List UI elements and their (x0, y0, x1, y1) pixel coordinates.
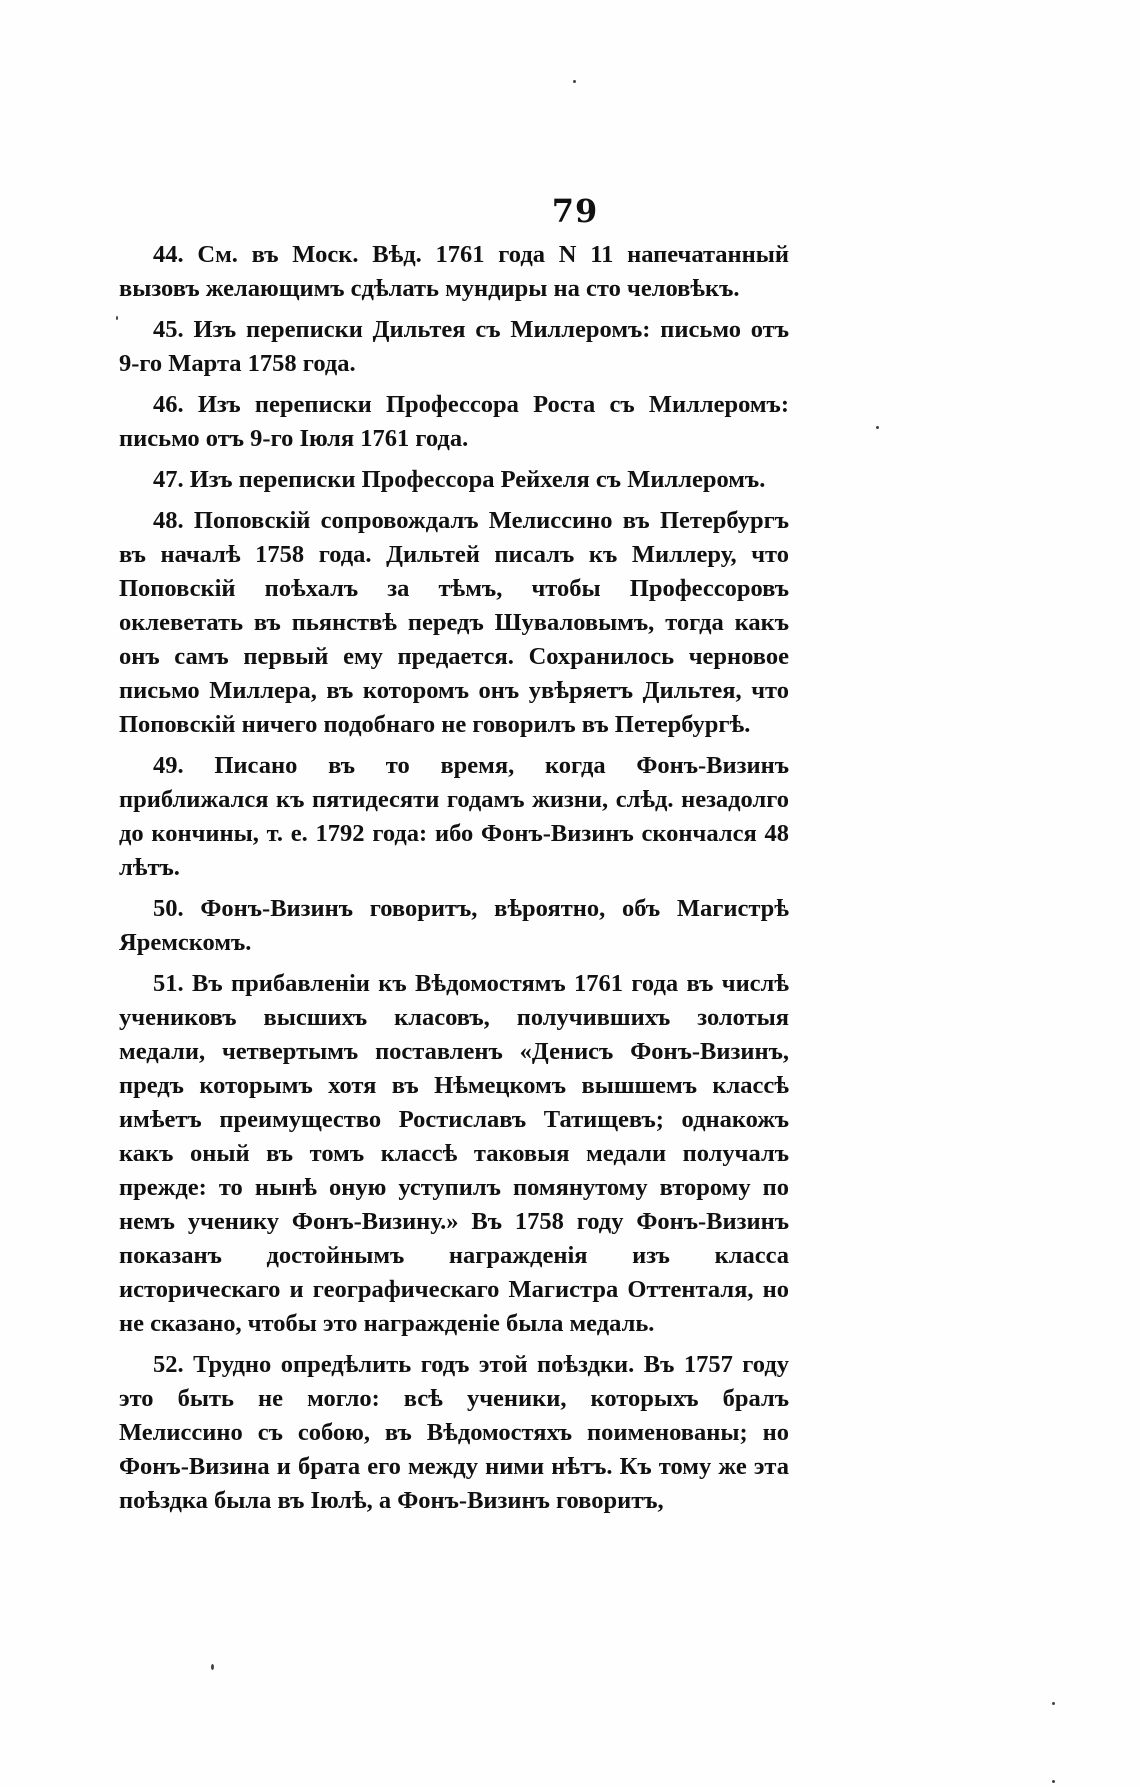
note-number: 44. (153, 241, 184, 268)
page-number: 79 (551, 192, 599, 230)
note-47 (119, 463, 789, 497)
note-number: 50. (153, 895, 184, 922)
note-text: Писано въ то время, когда Фонъ-Визинъ приближался къ пятидесяти годамъ жизни, слѣд. незадолго до кончины, т. е. 1792 года: ибо Фонъ-Визинъ скончался 48 лѣтъ. (119, 752, 790, 881)
scan-speck (1052, 1702, 1055, 1705)
note-number: 46. (153, 391, 184, 418)
note-text: См. въ Моск. Вѣд. 1761 года N 11 напечатанный вызовъ желающимъ сдѣлать мундиры на сто человѣкъ. (119, 241, 790, 302)
note-number: 47. (153, 466, 184, 493)
note-text: Поповскій сопровождалъ Мелиссино въ Петербургъ въ началѣ 1758 года. Дильтей писалъ къ Миллеру, что Поповскій поѣхалъ за тѣмъ, чтобы Профессоровъ оклеветать въ пьянствѣ передъ Шуваловымъ, тогда какъ онъ самъ первый ему предается. Сохранилось черновое письмо Миллера, въ которомъ онъ увѣряетъ Дильтея, что Поповскій ничего подобнаго не говорилъ въ Петербургѣ. (119, 507, 790, 738)
note-49 (119, 749, 789, 885)
note-48 (119, 504, 789, 742)
note-number: 45. (153, 316, 184, 343)
note-46 (119, 388, 789, 456)
note-44 (119, 238, 789, 306)
endnotes-list (119, 238, 789, 1525)
note-text: Въ прибавленіи къ Вѣдомостямъ 1761 года въ числѣ учениковъ высшихъ класовъ, получившихъ золотыя медали, четвертымъ поставленъ «Денисъ Фонъ-Визинъ, предъ которымъ хотя въ Нѣмецкомъ вышшемъ классѣ имѣетъ преимущество Ростиславъ Татищевъ; однакожъ какъ оный въ томъ классѣ таковыя медали получалъ прежде: то нынѣ оную уступилъ помянутому второму по немъ ученику Фонъ-Визину.» Въ 1758 году Фонъ-Визинъ показанъ достойнымъ награжденія изъ класса историческаго и географическаго Магистра Оттенталя, но не сказано, чтобы это награжденіе была медаль. (119, 970, 790, 1337)
scan-speck (211, 1664, 214, 1670)
note-text: Фонъ-Визинъ говоритъ, вѣроятно, объ Магистрѣ Яремскомъ. (119, 895, 789, 956)
note-text: Изъ переписки Профессора Рейхеля съ Миллеромъ. (189, 466, 766, 493)
note-51 (119, 967, 789, 1341)
scan-speck (876, 426, 879, 429)
scan-speck (1052, 1780, 1055, 1783)
note-text: Изъ переписки Дильтея съ Миллеромъ: письмо отъ 9-го Марта 1758 года. (119, 316, 789, 377)
scan-speck (573, 80, 576, 83)
note-text: Трудно опредѣлить годъ этой поѣздки. Въ 1757 году это быть не могло: всѣ ученики, которыхъ бралъ Мелиссино съ собою, въ Вѣдомостяхъ поименованы; но Фонъ-Визина и брата его между ними нѣтъ. Къ тому же эта поѣздка была въ Іюлѣ, а Фонъ-Визинъ говоритъ, (119, 1351, 789, 1514)
note-number: 51. (153, 970, 184, 997)
note-45 (119, 313, 789, 381)
scan-speck (116, 316, 118, 320)
note-52 (119, 1348, 789, 1518)
note-50 (119, 892, 789, 960)
note-number: 52. (153, 1351, 184, 1378)
note-text: Изъ переписки Профессора Роста съ Миллеромъ: письмо отъ 9-го Іюля 1761 года. (119, 391, 789, 452)
note-number: 48. (153, 507, 184, 534)
note-number: 49. (153, 752, 184, 779)
